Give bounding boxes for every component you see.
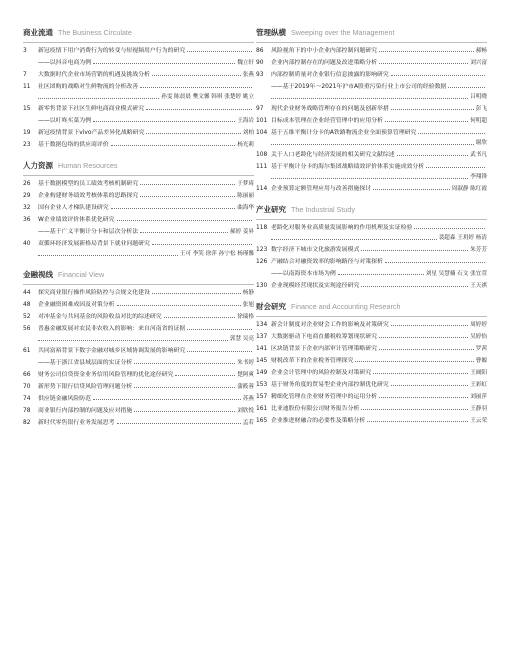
dot-leader — [140, 232, 228, 233]
toc-subtitle-line — [23, 228, 254, 236]
page-number: 40 — [23, 241, 31, 247]
article-title: 现代企业财务战略管理存在的问题及创新举措 — [271, 106, 389, 112]
dot-leader — [385, 262, 485, 263]
article-author: 杨静 — [242, 290, 254, 296]
dot-leader — [187, 351, 252, 352]
dot-leader — [134, 387, 235, 388]
dot-leader — [397, 155, 469, 156]
page-number: 90 — [256, 60, 264, 66]
article-title: 对冲基金与共同基金的风险收益对比的综述研究 — [38, 314, 162, 320]
article-author: 何明超 — [470, 118, 487, 124]
page-number: 70 — [23, 384, 31, 390]
dot-leader — [385, 121, 468, 122]
section-title-cn: 产业研究 — [256, 205, 286, 214]
toc-entry — [23, 141, 254, 149]
article-author: 刘欣悦 — [237, 408, 254, 414]
article-title: 大数据时代企业市场营销的机遇及挑战分析 — [38, 72, 150, 78]
article-title: 双循环经济发展新格局背景下就业问题研究 — [38, 241, 150, 247]
article-author: 王阔阳 — [470, 370, 487, 376]
page-number: 111 — [256, 164, 268, 170]
page-number: 108 — [256, 152, 268, 158]
page-number: 52 — [23, 314, 31, 320]
author-line — [271, 173, 487, 181]
article-author: 王彩虹 — [470, 382, 487, 388]
article-title: 基于平衡计分卡的海尔集团战略绩效评价体系实施成效分析 — [271, 164, 425, 170]
article-author: 周婷婷 — [470, 322, 487, 328]
toc-entry — [23, 383, 254, 391]
page-number: 66 — [23, 372, 31, 378]
page-number: 61 — [23, 348, 31, 354]
article-author: 周淑静 陈红霞 — [451, 186, 487, 192]
toc-entry — [256, 357, 487, 365]
section-title-en: Sweeping over the Management — [291, 28, 395, 37]
dot-leader — [152, 244, 252, 245]
toc-entry — [23, 192, 254, 200]
article-title: 老龄化对服务业高质量发展影响的作用机理及实证检验 — [271, 225, 413, 231]
toc-entry — [23, 371, 254, 379]
dot-leader — [164, 317, 236, 318]
toc-entry — [23, 289, 254, 297]
page-number: 134 — [256, 322, 268, 328]
page-number: 165 — [256, 418, 268, 424]
dot-leader — [134, 363, 235, 364]
section-title-cn: 管理纵横 — [256, 28, 286, 37]
dot-leader — [152, 75, 241, 76]
page-number: 29 — [23, 193, 31, 199]
dot-leader — [379, 51, 474, 52]
article-author: 吴婷怡 — [470, 334, 487, 340]
article-authors: 郭慧 吴亮 — [229, 336, 254, 342]
dot-leader — [367, 421, 468, 422]
page-number: 149 — [256, 370, 268, 376]
toc-entry — [256, 105, 487, 113]
dot-leader — [373, 373, 468, 374]
toc-entry — [256, 417, 487, 425]
dot-leader — [140, 196, 235, 197]
dot-leader — [391, 75, 485, 76]
article-title: 企业预算定额管理应用与改善措施探讨 — [271, 186, 372, 192]
article-title: 区块链背景下企业内部审计管理策略研究 — [271, 346, 378, 352]
dot-leader — [414, 228, 485, 229]
toc-entry — [256, 345, 487, 353]
article-title: ——基于浙江省县域层面的实证分析 — [38, 360, 133, 366]
dot-leader — [379, 349, 474, 350]
page-number: 23 — [23, 142, 31, 148]
article-title: 企业现模经营现状及实现途径研究 — [271, 283, 360, 289]
article-authors: 裴超森 王玥婷 杨清 — [438, 235, 487, 241]
toc-entry — [23, 83, 254, 91]
dot-leader — [38, 335, 228, 341]
dot-leader — [93, 121, 235, 122]
dot-leader — [93, 63, 235, 64]
page-number: 141 — [256, 346, 268, 352]
dot-leader — [117, 220, 252, 221]
section-heading — [256, 20, 487, 43]
dot-leader — [426, 167, 485, 168]
article-author: 郝畅 — [475, 48, 487, 54]
article-title: 企业内部控制存在的问题及改进策略分析 — [271, 60, 378, 66]
article-authors: 孙雯 陈晨晨 樊文馨 韩琪 张楚婷 姚立 — [161, 94, 254, 100]
dot-leader — [93, 399, 241, 400]
article-authors: 谢欣 — [475, 140, 487, 146]
article-author: 朱书婷 — [237, 360, 254, 366]
toc-entry — [23, 129, 254, 137]
article-title: 基于数据包络的供应商评价 — [38, 142, 109, 148]
dot-leader — [134, 411, 235, 412]
page-number: 114 — [256, 186, 268, 192]
article-author: 郝婷 姜昇 — [229, 229, 254, 235]
toc-subtitle-line — [23, 117, 254, 125]
page-number: 3 — [23, 48, 27, 54]
page-number: 7 — [23, 72, 27, 78]
page-number: 137 — [256, 334, 268, 340]
article-title: 新冠疫情下用户消费行为的转变与短视频用户行为的研究 — [38, 48, 186, 54]
section-title-en: Financial View — [58, 270, 105, 279]
article-title: 大数据驱动下电商直播税收筹划现状研究 — [271, 334, 378, 340]
article-title: 精细化管理在企业财务管理中的运用分析 — [271, 394, 378, 400]
article-title: 新时代零售银行业务发展思考 — [38, 420, 115, 426]
toc-entry — [256, 393, 487, 401]
article-author: 曹嫄 — [475, 358, 487, 364]
toc-entry — [23, 105, 254, 113]
dot-leader — [355, 361, 473, 362]
page-number: 161 — [256, 406, 268, 412]
page-number: 126 — [256, 259, 268, 265]
article-title: 新形势下银行信贷风险管理问题分析 — [38, 384, 133, 390]
toc-entry — [23, 347, 254, 355]
article-title: 财务公司信贷资金业务信用风险管理的优化途径研究 — [38, 372, 174, 378]
article-author: 苏燕 — [242, 396, 254, 402]
page-number: 32 — [23, 205, 31, 211]
article-author: 魏立轩 — [237, 60, 254, 66]
toc-entry — [256, 129, 487, 137]
dot-leader — [152, 293, 241, 294]
toc-entry — [23, 47, 254, 55]
article-title: 企业融资困难成因及对策分析 — [38, 302, 115, 308]
dot-leader — [379, 63, 468, 64]
dot-leader — [379, 397, 468, 398]
toc-entry — [256, 47, 487, 55]
dot-leader — [187, 329, 252, 330]
dot-leader — [146, 133, 240, 134]
article-title: ——以叮咚买菜为例 — [38, 118, 92, 124]
article-title: 新冠疫情背景下vivo产品差异化战略研究 — [38, 130, 145, 136]
dot-leader — [361, 250, 468, 251]
toc-entry — [23, 216, 254, 224]
article-author: 武书凡 — [470, 152, 487, 158]
toc-entry — [23, 301, 254, 309]
toc-subtitle-line — [256, 83, 487, 91]
page-number: 93 — [256, 72, 264, 78]
toc-entry — [256, 405, 487, 413]
article-title: ——以南海资本市场为例 — [271, 271, 336, 277]
page-number: 101 — [256, 118, 268, 124]
article-title: ——基于广义平衡计分卡和层次分析法 — [38, 229, 139, 235]
page-number: 48 — [23, 302, 31, 308]
page-number: 56 — [23, 326, 31, 332]
article-title: 共同富裕背景下数字金融对城乡区域协调发展的影响研究 — [38, 348, 186, 354]
section-title-en: The Business Circulate — [58, 28, 132, 37]
dot-leader — [391, 325, 468, 326]
article-author: 杨光莉 — [237, 142, 254, 148]
article-author: 刘丽萍 — [470, 394, 487, 400]
article-title: 国有企业人才梯队建设研究 — [38, 205, 109, 211]
article-title: 普惠金融发展对农民非农收入的影响：来自河南省的证据 — [38, 326, 186, 332]
toc-entry — [256, 333, 487, 341]
author-line — [271, 139, 487, 147]
toc-entry — [256, 59, 487, 67]
dot-leader — [271, 139, 474, 145]
toc-entry — [256, 246, 487, 254]
page-number: 74 — [23, 396, 31, 402]
dot-leader — [391, 385, 468, 386]
toc-entry — [23, 204, 254, 212]
article-author: 曲海华 — [237, 205, 254, 211]
article-title: 基于数据模型的员工绩效考核机制研究 — [38, 181, 139, 187]
page-number: 15 — [23, 106, 31, 112]
toc-entry — [256, 282, 487, 290]
toc-entry — [23, 313, 254, 321]
article-author: 罗茜 — [475, 346, 487, 352]
dot-leader — [117, 423, 241, 424]
section-heading — [23, 153, 254, 176]
article-title: 探究商业银行操作风险防控与合规文化建设 — [38, 290, 150, 296]
article-title: 关于人口老龄化与经济发展的相关研究文献综述 — [271, 152, 395, 158]
dot-leader — [175, 375, 235, 376]
article-author: 张旭 — [242, 302, 254, 308]
section-heading — [256, 197, 487, 220]
toc-entry — [256, 224, 487, 232]
toc-entry — [256, 117, 487, 125]
toc-entry — [23, 240, 254, 248]
article-author: 彭飞 — [475, 106, 487, 112]
author-line — [271, 93, 487, 101]
article-author: 刘柏 — [242, 130, 254, 136]
toc-subtitle-line — [256, 270, 487, 278]
dot-leader — [391, 109, 474, 110]
article-title: 风险视角下的中小企业内部控制问题研究 — [271, 48, 378, 54]
dot-leader — [140, 184, 235, 185]
page-number: 118 — [256, 225, 268, 231]
article-title: 内部控制质量对企业银行信息披露的影响研究 — [271, 72, 389, 78]
article-title: 财税改革下的企业税务管理探究 — [271, 358, 354, 364]
dot-leader — [418, 133, 485, 134]
author-line — [38, 335, 254, 343]
page-number: 44 — [23, 290, 31, 296]
toc-entry — [23, 395, 254, 403]
article-title: 新会计制度对企业财会工作的影响及对策研究 — [271, 322, 389, 328]
dot-leader — [271, 93, 468, 99]
article-title: 企业推进财融合的必要性及策略分析 — [271, 418, 366, 424]
article-author: 王海岩 — [237, 118, 254, 124]
toc-entry — [256, 321, 487, 329]
toc-entry — [23, 407, 254, 415]
article-author: 蒲筱蓉 — [237, 384, 254, 390]
right-column — [256, 20, 487, 429]
toc-entry — [256, 71, 487, 79]
article-title: 企业会计管理中的风险控制及对策研究 — [271, 370, 372, 376]
page-number: 123 — [256, 247, 268, 253]
section-heading — [256, 294, 487, 317]
section-title-cn: 财会研究 — [256, 302, 286, 311]
toc-entry — [256, 369, 487, 377]
page-number: 157 — [256, 394, 268, 400]
article-author: 刘兴富 — [470, 60, 487, 66]
toc-entry — [23, 325, 254, 333]
dot-leader — [187, 51, 252, 52]
dot-leader — [373, 189, 450, 190]
author-line — [271, 234, 487, 242]
article-author: 刘星 吴慧楠 石文 张宜萱 — [425, 271, 487, 277]
dot-leader — [271, 173, 468, 179]
dot-leader — [361, 286, 468, 287]
page-number: 26 — [23, 181, 31, 187]
page-number: 11 — [23, 84, 31, 90]
article-author: 王天祺 — [470, 283, 487, 289]
article-title: 供应链金融风险防范 — [38, 396, 92, 402]
article-title: 目标成本管理在企业经营管理中的应用分析 — [271, 118, 383, 124]
dot-leader — [448, 87, 485, 88]
dot-leader — [111, 208, 236, 209]
toc-entry — [23, 71, 254, 79]
article-author: 张燕 — [242, 72, 254, 78]
dot-leader — [379, 337, 468, 338]
article-author: 徐瑞格 — [237, 314, 254, 320]
dot-leader — [338, 274, 424, 275]
article-author: 楚阿爽 — [237, 372, 254, 378]
page-number: 82 — [23, 420, 31, 426]
toc-entry — [23, 419, 254, 427]
toc-entry — [23, 180, 254, 188]
article-authors: 李翔锋 — [470, 174, 487, 180]
article-title: ——基于2019年～2021年沪市A股重污染行业上市公司的经验数据 — [271, 84, 447, 90]
left-column — [23, 20, 254, 431]
page-number: 97 — [256, 106, 264, 112]
article-authors: 王可 李笑 徐萍 孙宁松 杨瑾馨 — [179, 251, 254, 257]
article-title: 产融结合对融资效率的影响路径与对策探析 — [271, 259, 383, 265]
page-number: 78 — [23, 408, 31, 414]
toc-entry — [256, 381, 487, 389]
toc-subtitle-line — [23, 59, 254, 67]
dot-leader — [111, 145, 236, 146]
dot-leader — [361, 409, 468, 410]
article-author: 王静羽 — [470, 406, 487, 412]
article-author: 于梦琦 — [237, 181, 254, 187]
section-title-cn: 人力资源 — [23, 161, 53, 170]
page-number: 153 — [256, 382, 268, 388]
page-number: 130 — [256, 283, 268, 289]
dot-leader — [271, 234, 437, 240]
article-title: 比亚迪股份有限公司财务报告分析 — [271, 406, 360, 412]
section-title-cn: 金融视线 — [23, 270, 53, 279]
toc-subtitle-line — [23, 359, 254, 367]
page-number: 36 — [23, 217, 31, 223]
page-number: 86 — [256, 48, 264, 54]
section-heading — [23, 20, 254, 43]
dot-leader — [146, 109, 252, 110]
dot-leader — [140, 87, 252, 88]
section-title-en: Human Resources — [58, 161, 118, 170]
toc-entry — [256, 185, 487, 193]
author-line — [38, 93, 254, 101]
toc-entry — [256, 163, 487, 171]
page-number: 104 — [256, 130, 268, 136]
article-title: ——以抖音电商为例 — [38, 60, 92, 66]
toc-entry — [256, 258, 487, 266]
section-title-en: The Industrial Study — [291, 205, 355, 214]
article-title: 新零售背景下社区生鲜电商商业模式研究 — [38, 106, 145, 112]
page-number: 145 — [256, 358, 268, 364]
article-title: 基于五维平衡计分卡的A铁路物流企业全面预算管理研究 — [271, 130, 417, 136]
article-title: 数字经济下城市文化旅游发展模式 — [271, 247, 360, 253]
section-title-en: Finance and Accounting Research — [291, 302, 401, 311]
dot-leader — [38, 93, 159, 99]
article-author: 孟若 — [242, 420, 254, 426]
article-title: 社区团购的战略对生鲜物流的分析改善 — [38, 84, 139, 90]
dot-leader — [38, 250, 178, 256]
article-title: W企业绩效评价体系优化研究 — [38, 217, 115, 223]
page-number: 19 — [23, 130, 31, 136]
article-author: 陈丽丽 — [237, 193, 254, 199]
section-title-cn: 商业流通 — [23, 28, 53, 37]
dot-leader — [117, 305, 241, 306]
article-title: 基于财务角度的贸易型企业内部控制优化研究 — [271, 382, 389, 388]
author-line — [38, 250, 254, 258]
article-title: 企业构建财务绩效考核体系的思路探究 — [38, 193, 139, 199]
article-author: 朱芳芳 — [470, 247, 487, 253]
article-authors: 吕明晓 — [470, 94, 487, 100]
toc-entry — [256, 151, 487, 159]
article-title: 商业银行内部控制的问题及应对措施 — [38, 408, 133, 414]
article-author: 王云荣 — [470, 418, 487, 424]
section-heading — [23, 262, 254, 285]
